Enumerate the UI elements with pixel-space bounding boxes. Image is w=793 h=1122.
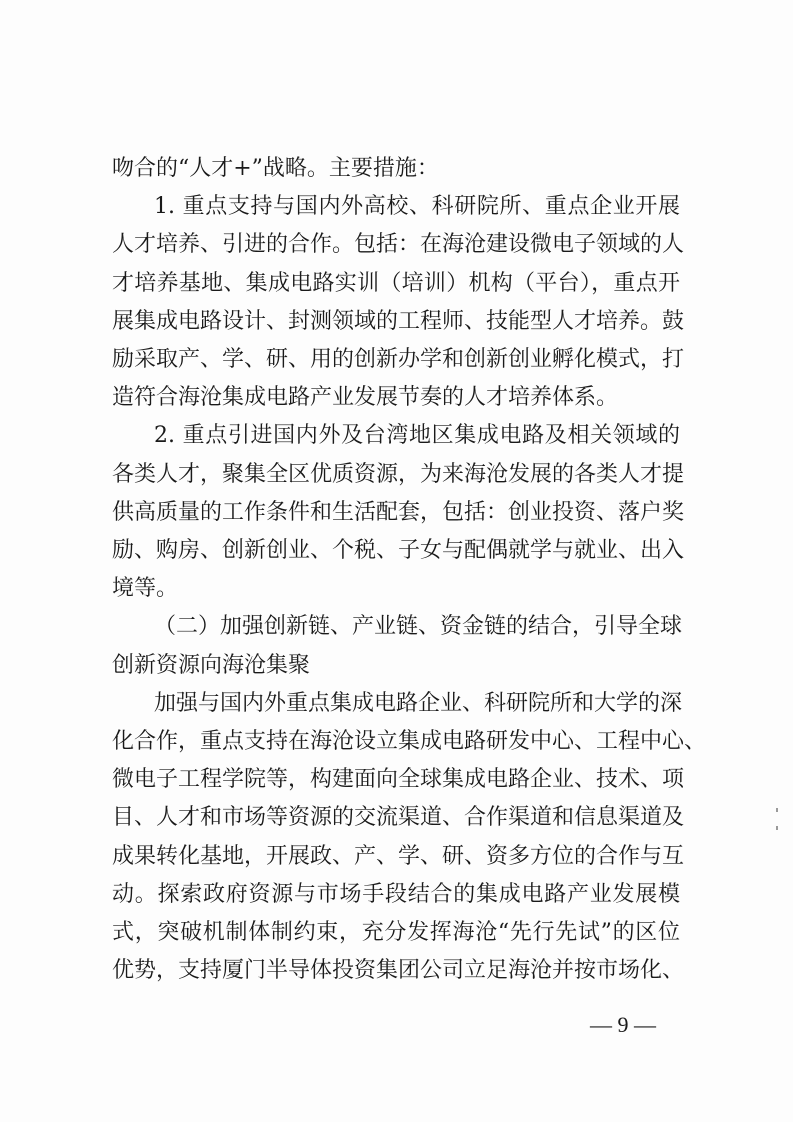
text-line: 优势，支持厦门半导体投资集团公司立足海沧并按市场化、 (112, 958, 685, 984)
section-heading: （二）加强创新链、产业链、资金链的结合，引导全球 (154, 614, 683, 640)
text-line: 成果转化基地，开展政、产、学、研、资多方位的合作与互 (112, 843, 685, 869)
scan-speck (776, 808, 778, 812)
page-number: — 9 — (590, 1012, 656, 1037)
text-line: 励采取产、学、研、用的创新办学和创新创业孵化模式，打 (112, 347, 685, 372)
list-item-1-heading: 1. 重点支持与国内外高校、科研院所、重点企业开展 (154, 194, 680, 220)
section-heading-continued: 创新资源向海沧集聚 (112, 652, 311, 678)
text-line: 才培养基地、集成电路实训（培训）机构（平台），重点开 (112, 270, 680, 296)
text-line: 目、人才和市场等资源的交流渠道、合作渠道和信息渠道及 (112, 805, 685, 831)
text-line: 励、购房、创新创业、个税、子女与配偶就学与就业、出入 (112, 538, 685, 563)
text-line: 供高质量的工作条件和生活配套，包括：创业投资、落户奖 (112, 499, 685, 525)
text-line: 展集成电路设计、封测领域的工程师、技能型人才培养。鼓 (112, 308, 685, 334)
text-line: 吻合的“人才+”战略。主要措施： (112, 156, 439, 181)
text-line: 造符合海沧集成电路产业发展节奏的人才培养体系。 (112, 385, 619, 411)
text-line: 境等。 (112, 576, 179, 602)
text-line: 各类人才，聚集全区优质资源，为来海沧发展的各类人才提 (112, 461, 685, 487)
text-line: 微电子工程学院等，构建面向全球集成电路企业、技术、项 (112, 767, 685, 793)
text-line: 人才培养、引进的合作。包括：在海沧建设微电子领域的人 (112, 232, 685, 258)
paragraph-start: 加强与国内外重点集成电路企业、科研院所和大学的深 (154, 690, 683, 716)
text-line: 动。探索政府资源与市场手段结合的集成电路产业发展模 (112, 881, 680, 907)
text-line: 式，突破机制体制约束，充分发挥海沧“先行先试”的区位 (112, 920, 680, 945)
scan-speck (776, 826, 778, 830)
list-item-2-heading: 2. 重点引进国内外及台湾地区集成电路及相关领域的 (154, 423, 680, 449)
text-line: 化合作，重点支持在海沧设立集成电路研发中心、工程中心、 (112, 729, 707, 754)
